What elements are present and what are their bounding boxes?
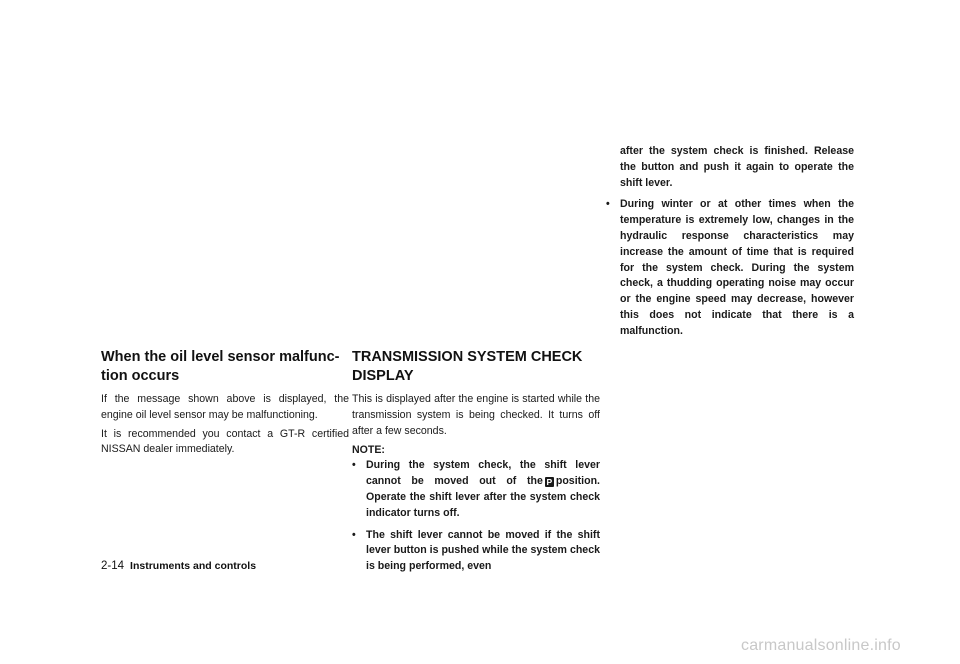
- section-heading-oil-sensor: [101, 348, 349, 386]
- paragraph-transmission: This is displayed after the engine is started while the transmission system is being checked. It turns off after a few seconds.: [352, 393, 600, 437]
- bullet-item-1: [352, 458, 600, 521]
- note-label: NOTE:: [352, 444, 385, 457]
- bullet-marker: •: [606, 198, 610, 211]
- paragraph-oil-sensor-2: It is recommended you contact a GT-R certified NISSAN dealer immediately.: [101, 427, 349, 456]
- bullet-3-text: During winter or at other times when the temperature is extremely low, changes in the hydraulic response characteristics may increase the amount of time that is required for the system check. During the system check, a thudding operating noise may occur or the engine speed may decrease, however this does not indicate that there is a malfunction.: [620, 198, 854, 337]
- middle-column: [352, 348, 600, 575]
- park-position-icon: P: [546, 477, 553, 488]
- bullet-marker: •: [352, 528, 356, 541]
- section-heading-transmission: [352, 348, 600, 386]
- heading-line-2: tion occurs: [101, 368, 180, 384]
- bullet-item-3: [606, 197, 854, 339]
- right-column: [606, 144, 854, 340]
- heading-line-1: TRANSMISSION SYSTEM CHECK: [352, 349, 583, 365]
- watermark: carmanualsonline.info: [741, 637, 901, 654]
- bullet-item-2: [352, 528, 600, 575]
- bullet-2-continuation: after the system check is finished. Release the button and push it again to operate the shift lever.: [620, 145, 854, 189]
- paragraph-oil-sensor-1: If the message shown above is displayed, the engine oil level sensor may be malfunctioning.: [101, 393, 349, 421]
- page-footer: [101, 560, 256, 572]
- heading-line-1: When the oil level sensor malfunc-: [101, 349, 340, 365]
- page-number: 2-14: [101, 560, 125, 572]
- bullet-2-text: The shift lever cannot be moved if the shift lever button is pushed while the system check is being performed, even: [366, 528, 600, 573]
- section-title: Instruments and controls: [130, 560, 257, 572]
- bullet-marker: •: [352, 459, 356, 472]
- bullet-1-text-a: During the system check, the shift lever cannot be moved out of the: [366, 459, 600, 488]
- heading-line-2: DISPLAY: [352, 368, 414, 384]
- bullet-1-text-b: position. Operate the shift lever after the system check indicator turns off.: [366, 475, 600, 519]
- left-column: [101, 348, 349, 461]
